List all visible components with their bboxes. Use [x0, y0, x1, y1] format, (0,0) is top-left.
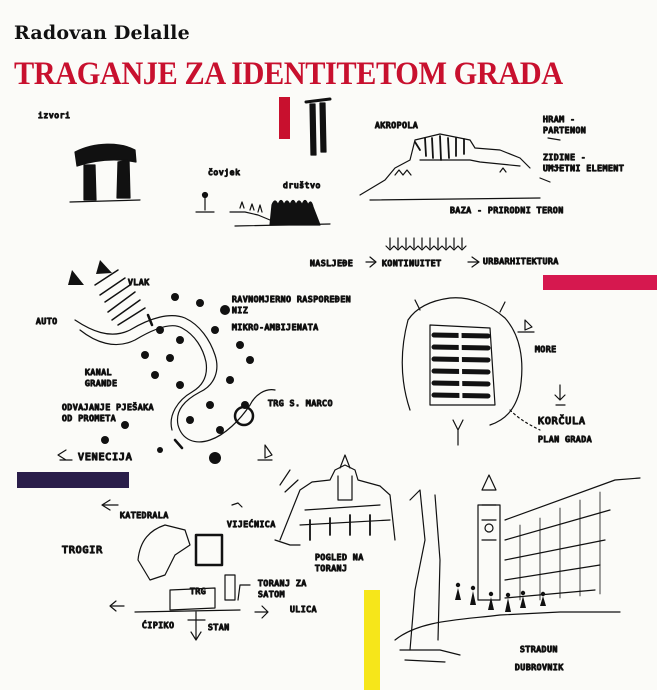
man-figure-sketch [196, 193, 214, 213]
label-stradun: STRADUN [520, 645, 558, 654]
dolmen-sketch [70, 144, 140, 202]
label-stan: STAN [208, 623, 230, 632]
label-baza: BAZA - PRIRODNI TERON [450, 206, 564, 215]
label-dubrovnik: DUBROVNIK [515, 663, 564, 672]
label-trg-marco: TRG S. MARCO [268, 399, 333, 408]
label-auto: AUTO [36, 317, 58, 326]
label-odvajanje: ODVAJANJE PJEŠAKA OD PROMETA [62, 403, 155, 423]
venice-plan-sketch [58, 260, 275, 464]
label-toranj-sat: TORANJ ZA SATOM [258, 579, 307, 599]
label-ravnomjerno: RAVNOMJERNO RASPOREĐEN NIZ [232, 295, 352, 315]
society-crowd-sketch [230, 201, 330, 227]
label-mikro: MIKRO-AMBIJENATA [232, 323, 319, 332]
label-kontinuitet: KONTINUITET [382, 259, 442, 268]
tower-view-sketch [275, 455, 395, 545]
label-trg: TRG [190, 587, 207, 596]
label-more: MORE [535, 345, 557, 354]
label-covjek: čovjek [208, 168, 241, 177]
label-vlak: VLAK [128, 278, 150, 287]
label-ulica: ULICA [290, 605, 318, 614]
label-drustvo: društvo [283, 181, 321, 190]
label-trogir: TROGIR [62, 545, 103, 556]
label-vijecnica: VIJEĆNICA [227, 520, 276, 529]
label-akropola: AKROPOLA [375, 121, 419, 130]
acropolis-temple-columns [306, 99, 330, 155]
label-pogled: POGLED NA TORANJ [315, 553, 364, 573]
label-kanal-grande: KANAL GRANDE [85, 368, 118, 388]
label-katedrala: KATEDRALA [120, 511, 169, 520]
label-izvori: izvori [38, 111, 71, 120]
author-name: Radovan Delalle [14, 22, 190, 44]
label-cipiko: ĆIPIKO [142, 621, 175, 630]
label-korcula: KORČULA [538, 416, 586, 427]
label-venecija: VENECIJA [78, 452, 133, 463]
label-hram-partenon: HRAM -PARTENON [543, 115, 587, 135]
label-plan-grada: PLAN GRADA [538, 435, 593, 444]
label-zidine: ZIDINE -UMJETNI ELEMENT [543, 153, 625, 173]
dubrovnik-stradun-sketch [395, 475, 640, 662]
acropolis-hill-sketch [360, 134, 560, 200]
label-urbarhitektura: URBARHITEKTURA [483, 257, 559, 266]
book-title: TRAGANJE ZA IDENTITETOM GRADA [14, 56, 563, 92]
label-nasljede: NASLJEĐE [310, 259, 354, 268]
